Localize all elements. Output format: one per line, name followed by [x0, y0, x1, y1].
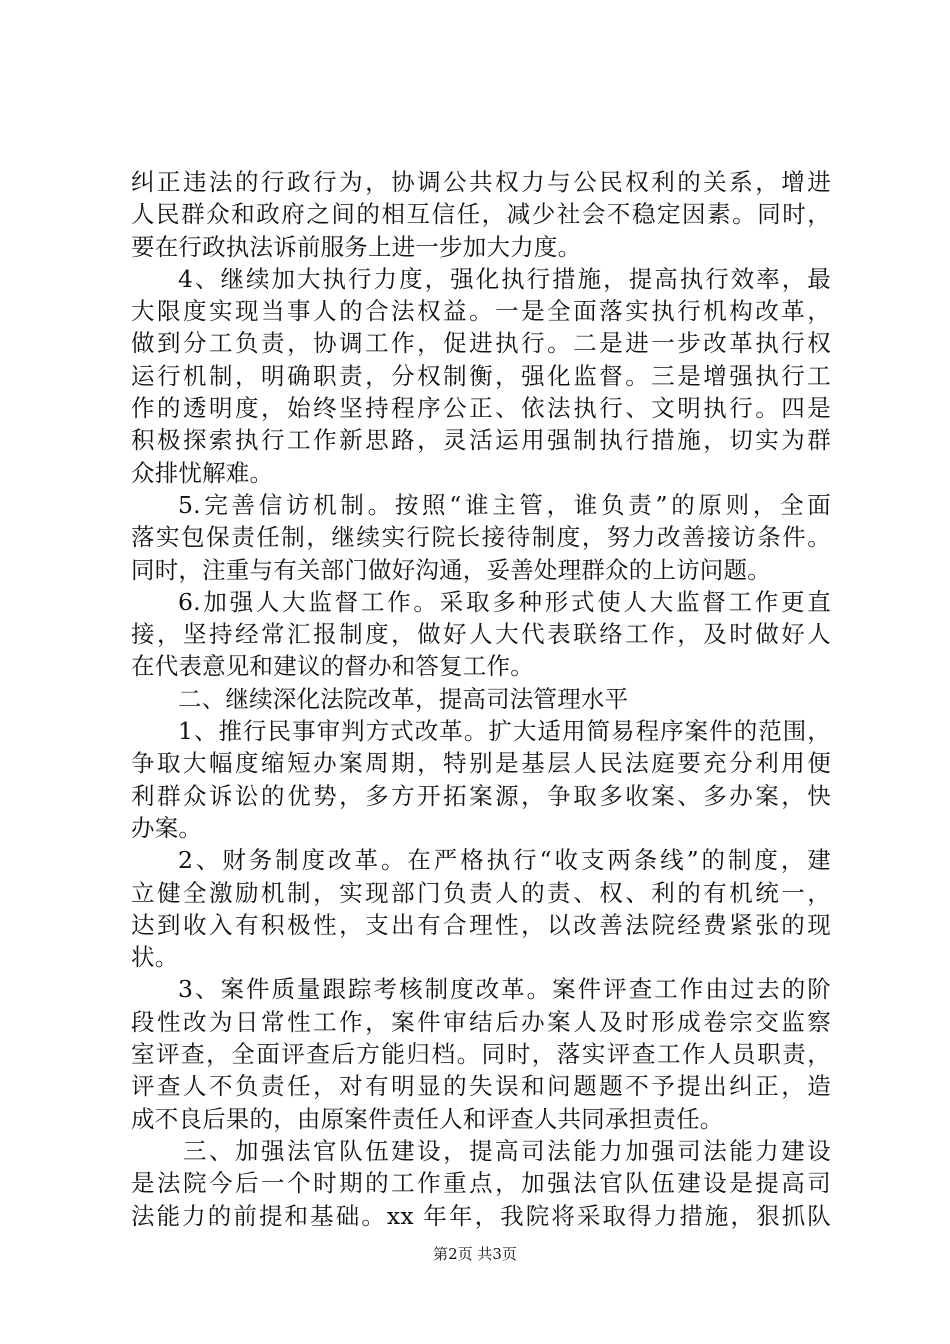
text-line: 室评查，全面评查后方能归档。同时，落实评查工作人员职责，	[131, 1040, 831, 1069]
text-line: 段性改为日常性工作，案件审结后办案人及时形成卷宗交监察	[131, 1007, 831, 1036]
text-line: 在代表意见和建议的督办和答复工作。	[131, 652, 534, 681]
text-line: 法能力的前提和基础。xx 年年，我院将采取得力措施，狠抓队	[131, 1201, 831, 1230]
text-line: 4、继续加大执行力度，强化执行措施，提高执行效率，最	[178, 264, 831, 293]
text-line: 积极探索执行工作新思路，灵活运用强制执行措施，切实为群	[131, 426, 831, 455]
text-line: 二、继续深化法院改革，提高司法管理水平	[178, 684, 629, 713]
text-line: 纠正违法的行政行为，协调公共权力与公民权利的关系，增进	[131, 168, 831, 196]
text-line: 2、财务制度改革。在严格执行“收支两条线”的制度，建	[178, 846, 831, 875]
text-line: 接，坚持经常汇报制度，做好人大代表联络工作，及时做好人	[131, 620, 831, 649]
text-line: 运行机制，明确职责，分权制衡，强化监督。三是增强执行工	[131, 361, 831, 390]
page-footer: 第2页 共3页	[433, 1245, 517, 1263]
text-line: 状。	[131, 943, 179, 972]
text-line: 要在行政执法诉前服务上进一步加大力度。	[131, 232, 582, 261]
text-line: 众排忧解难。	[131, 458, 274, 487]
text-line: 6.加强人大监督工作。采取多种形式使人大监督工作更直	[178, 587, 831, 616]
text-line: 争取大幅度缩短办案周期，特别是基层人民法庭要充分利用便	[131, 749, 831, 778]
text-line: 作的透明度，始终坚持程序公正、依法执行、文明执行。四是	[131, 394, 831, 423]
text-line: 做到分工负责，协调工作，促进执行。二是进一步改革执行权	[131, 329, 831, 358]
text-line: 办案。	[131, 813, 203, 842]
text-line: 成不良后果的，由原案件责任人和评查人共同承担责任。	[131, 1104, 724, 1133]
text-line: 1、推行民事审判方式改革。扩大适用简易程序案件的范围，	[178, 717, 831, 746]
text-line: 大限度实现当事人的合法权益。一是全面落实执行机构改革，	[131, 297, 831, 326]
text-line: 3、案件质量跟踪考核制度改革。案件评查工作由过去的阶	[178, 975, 831, 1004]
text-line: 5.完善信访机制。按照“谁主管，谁负责”的原则，全面	[178, 490, 831, 519]
text-line: 利群众诉讼的优势，多方开拓案源，争取多收案、多办案，快	[131, 781, 831, 810]
text-line: 立健全激励机制，实现部门负责人的责、权、利的有机统一，	[131, 878, 831, 907]
text-line: 人民群众和政府之间的相互信任，减少社会不稳定因素。同时，	[131, 200, 831, 229]
text-line: 达到收入有积极性，支出有合理性，以改善法院经费紧张的现	[131, 910, 831, 939]
text-line: 是法院今后一个时期的工作重点，加强法官队伍建设是提高司	[131, 1169, 831, 1198]
text-line: 落实包保责任制，继续实行院长接待制度，努力改善接访条件。	[131, 523, 831, 552]
text-line: 三、加强法官队伍建设，提高司法能力加强司法能力建设	[183, 1136, 831, 1165]
text-line: 同时，注重与有关部门做好沟通，妥善处理群众的上访问题。	[131, 555, 771, 584]
text-line: 评查人不负责任，对有明显的失误和问题题不予提出纠正，造	[131, 1072, 831, 1101]
document-body	[131, 166, 831, 1232]
